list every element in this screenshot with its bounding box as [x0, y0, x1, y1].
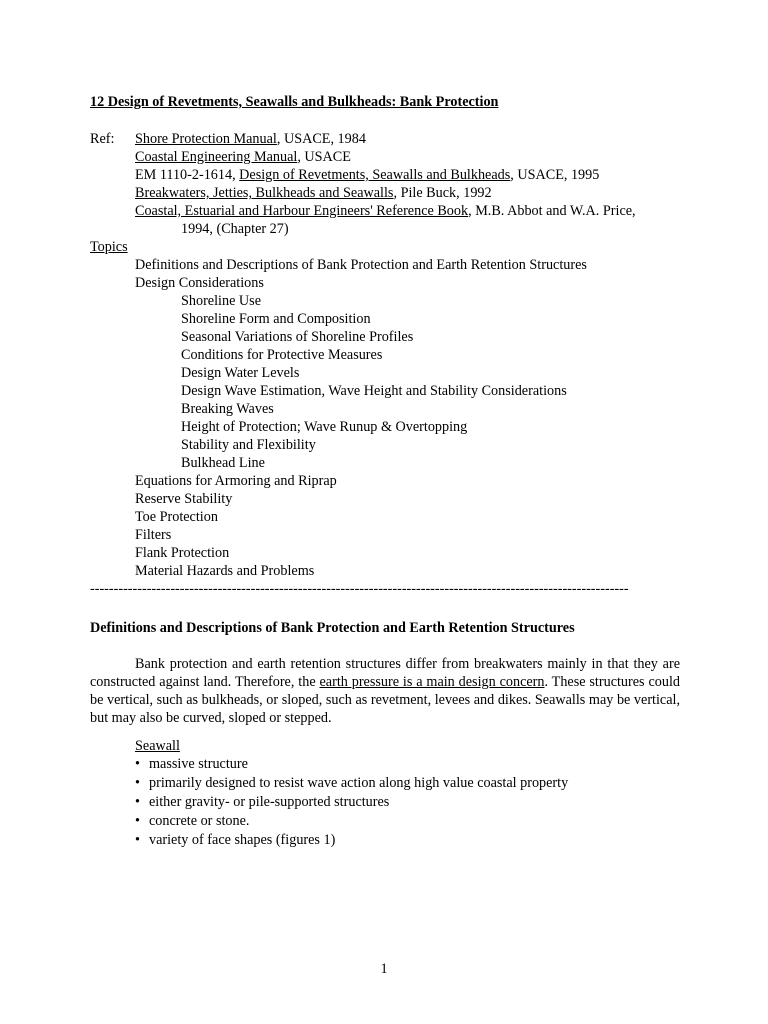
bullet-text: either gravity- or pile-supported structures — [149, 794, 390, 810]
bullet-text: concrete or stone. — [149, 813, 250, 829]
bullet-item — [135, 831, 680, 850]
seawall-heading: Seawall — [135, 738, 180, 754]
paragraph-text: . These structures — [544, 674, 645, 690]
subtopic-item: Design Wave Estimation, Wave Height and Stability Considerations — [181, 383, 567, 399]
reference-details: , USACE, 1984 — [276, 131, 366, 147]
reference-title: Coastal, Estuarial and Harbour Engineers' Reference Book — [135, 203, 469, 219]
topic-item: Equations for Armoring and Riprap — [135, 473, 337, 489]
subtopic-item: Seasonal Variations of Shoreline Profiles — [181, 329, 414, 345]
paragraph-emphasis: earth pressure is a main design concern — [319, 674, 545, 690]
bullet-icon: • — [135, 813, 140, 829]
bullet-text: primarily designed to resist wave action along high value coastal property — [149, 775, 569, 791]
reference-prefix: EM 1110-2-1614, — [135, 167, 240, 183]
topic-item: Material Hazards and Problems — [135, 563, 315, 579]
reference-details: , Pile Buck, 1992 — [393, 185, 492, 201]
bullet-icon: • — [135, 756, 140, 772]
topic-item: Reserve Stability — [135, 491, 233, 507]
reference-title: Shore Protection Manual — [135, 131, 277, 147]
topic-item: Filters — [135, 527, 172, 543]
bullet-text: variety of face shapes (figures 1) — [149, 832, 336, 848]
subtopic-item: Stability and Flexibility — [181, 437, 316, 453]
references-label: Ref: — [90, 131, 115, 147]
paragraph-text: be vertical, but may also be curved, sloped or stepped. — [90, 692, 681, 726]
reference-item — [135, 148, 680, 166]
reference-continuation: 1994, (Chapter 27) — [181, 221, 289, 237]
reference-details: , M.B. Abbot and W.A. Price, — [468, 203, 636, 219]
references-list — [135, 130, 680, 238]
reference-title: Breakwaters, Jetties, Bulkheads and Seawalls — [135, 185, 394, 201]
topic-item: Flank Protection — [135, 545, 230, 561]
bullet-icon: • — [135, 794, 140, 810]
subtopic-item: Shoreline Use — [181, 293, 261, 309]
bullet-item — [135, 812, 680, 831]
body-paragraph — [90, 655, 680, 727]
paragraph-text: Bank protection and earth retention structures differ from breakwaters mainly in that they are — [135, 656, 680, 672]
reference-title: Coastal Engineering Manual — [135, 149, 298, 165]
page-number: 1 — [380, 961, 388, 977]
reference-item — [135, 202, 680, 220]
subtopic-item: Design Water Levels — [181, 365, 300, 381]
bullet-item — [135, 793, 680, 812]
reference-item — [135, 130, 680, 148]
subtopic-item: Shoreline Form and Composition — [181, 311, 371, 327]
bullet-icon: • — [135, 832, 140, 848]
document-title: 12 Design of Revetments, Seawalls and Bulkheads: Bank Protection — [90, 94, 499, 110]
bullet-text: massive structure — [149, 756, 248, 772]
topic-item: Toe Protection — [135, 509, 218, 525]
reference-details: , USACE, 1995 — [510, 167, 600, 183]
paragraph-text: could be vertical, such as bulkheads, or sloped, such as revetment, levees and dikes. Seawalls may — [90, 674, 680, 708]
subtopic-item: Conditions for Protective Measures — [181, 347, 383, 363]
reference-item — [135, 184, 680, 202]
topic-item: Definitions and Descriptions of Bank Protection and Earth Retention Structures — [135, 257, 587, 273]
references-block — [90, 130, 680, 238]
section-divider: ------------------------------------------------------------------------------------------------------------------ — [90, 581, 629, 597]
bullet-item — [135, 774, 680, 793]
reference-title: Design of Revetments, Seawalls and Bulkheads — [239, 167, 511, 183]
subtopic-item: Breaking Waves — [181, 401, 274, 417]
subtopic-item: Height of Protection; Wave Runup & Overtopping — [181, 419, 468, 435]
section-heading: Definitions and Descriptions of Bank Protection and Earth Retention Structures — [90, 620, 575, 636]
paragraph-text: constructed against land. Therefore, the — [90, 674, 320, 690]
bullet-item — [135, 755, 680, 774]
subtopic-item: Bulkhead Line — [181, 455, 265, 471]
document-page — [90, 93, 680, 850]
topics-label: Topics — [90, 239, 128, 255]
seawall-section — [135, 737, 680, 850]
topic-item: Design Considerations — [135, 275, 264, 291]
bullet-icon: • — [135, 775, 140, 791]
reference-details: , USACE — [297, 149, 351, 165]
topics-list — [90, 256, 680, 580]
reference-item — [135, 166, 680, 184]
